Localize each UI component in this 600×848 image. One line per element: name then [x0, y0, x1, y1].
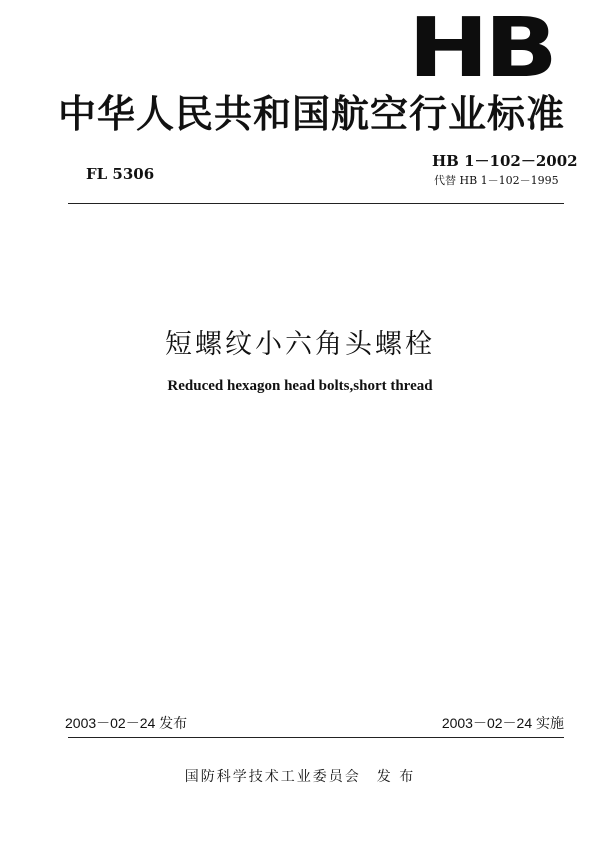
replaces-standard: 代替 HB 1－102－1995: [434, 174, 559, 187]
implementation-date: 2003－02－24 实施: [441, 715, 564, 731]
issue-date: 2003－02－24 发布: [65, 715, 188, 731]
issuing-authority: 国防科学技术工业委员会 发 布: [184, 769, 416, 785]
standard-number: HB 1－102－2002: [432, 152, 578, 170]
footer-divider: [68, 737, 564, 738]
hb-logo: HB: [408, 1, 554, 96]
organization-title: 中华人民共和国航空行业标准: [58, 92, 566, 136]
document-title-chinese: 短螺纹小六角头螺栓: [165, 329, 435, 360]
classification-code: FL 5306: [86, 165, 155, 183]
document-title-english: Reduced hexagon head bolts,short thread: [167, 378, 433, 394]
header-divider: [68, 203, 564, 204]
